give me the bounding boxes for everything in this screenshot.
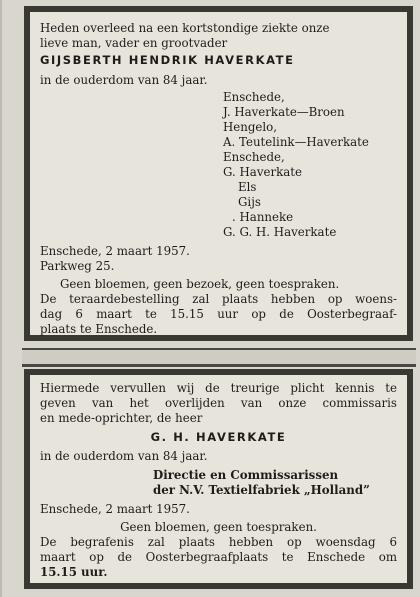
family-line-5: Enschede,	[223, 150, 285, 164]
notice1-age-line: in de ouderdom van 84 jaar.	[40, 73, 208, 87]
notice2-signed-line-1: Directie en Commissarissen	[153, 468, 339, 482]
notice2-funeral-line-3: 15.15 uur.	[40, 565, 108, 579]
notice1-funeral-line-1: De teraardebestelling zal plaats hebben op woens-	[40, 292, 397, 306]
notice1-intro-line-2: lieve man, vader en grootvader	[40, 36, 228, 50]
notice1-funeral-line-3: plaats te Enschede.	[40, 322, 158, 336]
page-gutter-line	[0, 0, 2, 597]
notice-divider	[22, 348, 416, 367]
family-line-4: A. Teutelink—Haverkate	[223, 135, 369, 149]
family-line-9: . Hanneke	[232, 210, 294, 224]
notice2-intro-line-2: geven van het overlijden van onze commissaris	[40, 396, 397, 410]
notice1-address: Parkweg 25.	[40, 259, 115, 273]
family-line-7: Els	[238, 180, 257, 194]
family-line-6: G. Haverkate	[223, 165, 303, 179]
notice1-funeral-line-2: dag 6 maart te 15.15 uur op de Oosterbegraaf-	[40, 307, 397, 321]
notice1-deceased-name: GIJSBERTH HENDRIK HAVERKATE	[40, 53, 295, 67]
notice2-funeral-line-2: maart op de Oosterbegraafplaats te Enschede om	[40, 550, 397, 564]
family-line-2: J. Haverkate—Broen	[223, 105, 345, 119]
notice2-age-line: in de ouderdom van 84 jaar.	[40, 449, 208, 463]
notice2-intro-line-1: Hiermede vervullen wij de treurige plicht kennis te	[40, 381, 397, 395]
notice1-place-date: Enschede, 2 maart 1957.	[40, 244, 190, 258]
notice1-intro-line-1: Heden overleed na een kortstondige ziekte onze	[40, 21, 330, 35]
family-line-1: Enschede,	[223, 90, 285, 104]
notice1-no-flowers: Geen bloemen, geen bezoek, geen toespraken.	[60, 277, 340, 291]
notice2-intro-line-3: en mede-oprichter, de heer	[40, 411, 203, 425]
family-line-3: Hengelo,	[223, 120, 278, 134]
family-line-10: G. G. H. Haverkate	[223, 225, 337, 239]
notice2-signed-line-2: der N.V. Textielfabriek „Holland”	[153, 483, 370, 497]
notice2-funeral-line-1: De begrafenis zal plaats hebben op woensdag 6	[40, 535, 397, 549]
notice2-no-flowers: Geen bloemen, geen toespraken.	[120, 520, 317, 534]
death-notice-family	[24, 6, 413, 341]
family-line-8: Gijs	[238, 195, 261, 209]
notice1-family-list	[40, 90, 397, 240]
notice2-deceased-name: G. H. HAVERKATE	[150, 430, 287, 444]
notice2-place-date: Enschede, 2 maart 1957.	[40, 502, 190, 516]
death-notice-company	[24, 369, 413, 589]
